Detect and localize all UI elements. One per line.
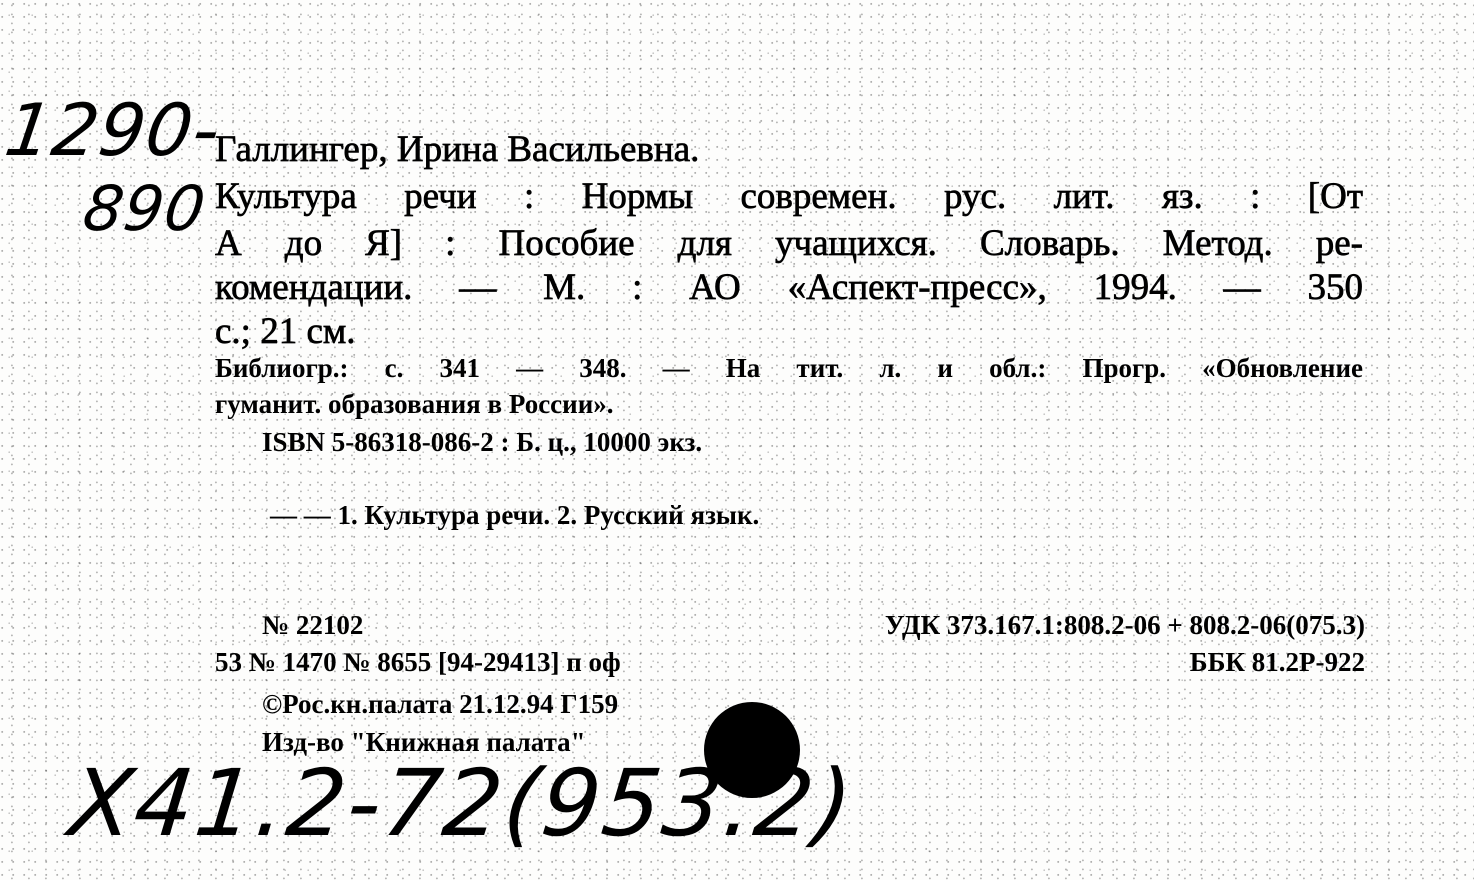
copyright-line: ©Рос.кн.палата 21.12.94 Г159 (262, 689, 619, 719)
handwritten-shelf-mark: X41.2-72(953.2) (64, 750, 859, 857)
title-line: комендации. — М. : АО «Аспект-пресс», 1994. — 350 (215, 267, 1363, 308)
bibliography-note: Библиогр.: с. 341 — 348. — На тит. л. и обл.: Прогр. «Обновление (215, 353, 1363, 383)
registration-line: 53 № 1470 № 8655 [94-29413] п оф (215, 647, 621, 677)
subject-headings: — — 1. Культура речи. 2. Русский язык. (270, 500, 760, 530)
udk-classification: УДК 373.167.1:808.2-06 + 808.2-06(075.3) (884, 610, 1365, 640)
handwritten-call-number: 1290- (0, 88, 227, 172)
publisher-line: Изд-во "Книжная палата" (262, 727, 586, 757)
title-line: Культура речи : Нормы современ. рус. лит. яз. : [От (215, 176, 1363, 217)
title-line: А до Я] : Пособие для учащихся. Словарь. Метод. ре- (215, 223, 1363, 264)
bbk-classification: ББК 81.2Р-922 (1189, 647, 1365, 677)
card-number: № 22102 (262, 610, 364, 640)
bibliography-note: гуманит. образования в России». (215, 389, 614, 419)
handwritten-call-number-sub: 890 (78, 172, 211, 245)
isbn-line: ISBN 5-86318-086-2 : Б. ц., 10000 экз. (262, 427, 703, 457)
author-heading: Галлингер, Ирина Васильевна. (215, 129, 700, 170)
title-line: с.; 21 см. (215, 311, 356, 352)
